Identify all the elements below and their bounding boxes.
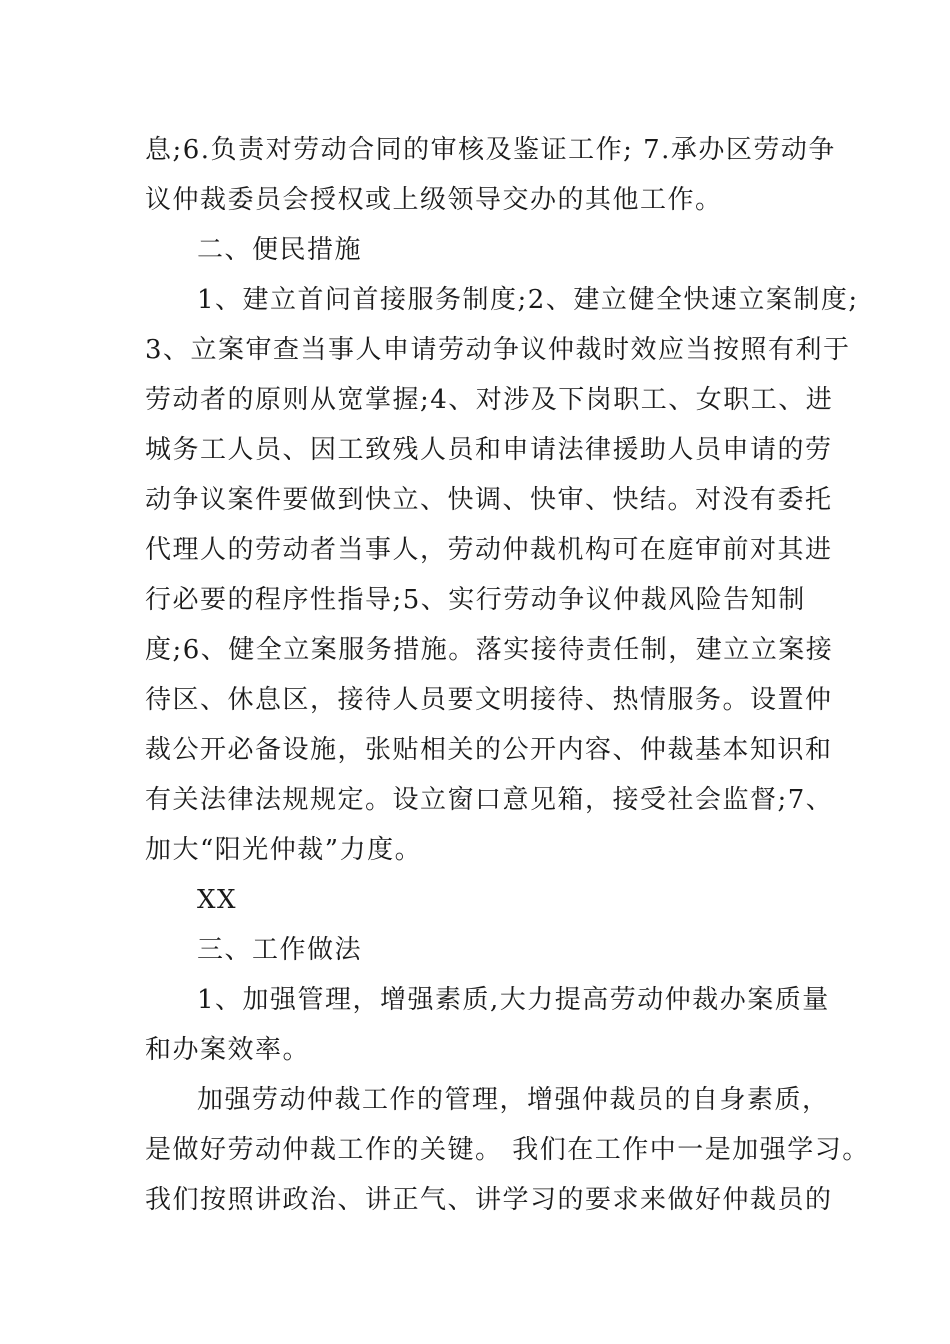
body-text-line: 和办案效率。 xyxy=(145,1035,311,1065)
body-text-line: 待区、休息区，接待人员要文明接待、热情服务。设置仲 xyxy=(145,685,833,715)
body-text-line: 城务工人员、因工致残人员和申请法律援助人员申请的劳 xyxy=(145,435,833,465)
paragraph-start: 1、建立首问首接服务制度;2、建立健全快速立案制度; xyxy=(197,285,859,315)
paragraph-start: 加强劳动仲裁工作的管理，增强仲裁员的自身素质， xyxy=(197,1085,830,1115)
body-text-line: 度;6、健全立案服务措施。落实接待责任制，建立立案接 xyxy=(145,635,834,665)
section-heading: 二、便民措施 xyxy=(197,235,363,265)
body-text-line: 加大“阳光仲裁”力度。 xyxy=(145,835,423,865)
body-text-line: 息;6.负责对劳动合同的审核及鉴证工作; 7.承办区劳动争 xyxy=(145,135,836,165)
subsection-heading: 1、加强管理，增强素质,大力提高劳动仲裁办案质量 xyxy=(197,985,830,1015)
body-text-line: 劳动者的原则从宽掌握;4、对涉及下岗职工、女职工、进 xyxy=(145,385,834,415)
body-text-line: 行必要的程序性指导;5、实行劳动争议仲裁风险告知制 xyxy=(145,585,806,615)
body-text-line: 有关法律法规规定。设立窗口意见箱，接受社会监督;7、 xyxy=(145,785,834,815)
body-text-line: 是做好劳动仲裁工作的关键。 我们在工作中一是加强学习。 xyxy=(145,1135,870,1165)
section-heading: 三、工作做法 xyxy=(197,935,363,965)
body-text-line: 3、立案审查当事人申请劳动争议仲裁时效应当按照有利于 xyxy=(145,335,851,365)
body-text-line: 议仲裁委员会授权或上级领导交办的其他工作。 xyxy=(145,185,723,215)
body-text-line: 动争议案件要做到快立、快调、快审、快结。对没有委托 xyxy=(145,485,833,515)
placeholder-text: XX xyxy=(197,885,238,915)
body-text-line: 我们按照讲政治、讲正气、讲学习的要求来做好仲裁员的 xyxy=(145,1185,833,1215)
body-text-line: 代理人的劳动者当事人，劳动仲裁机构可在庭审前对其进 xyxy=(145,535,833,565)
body-text-line: 裁公开必备设施，张贴相关的公开内容、仲裁基本知识和 xyxy=(145,735,833,765)
